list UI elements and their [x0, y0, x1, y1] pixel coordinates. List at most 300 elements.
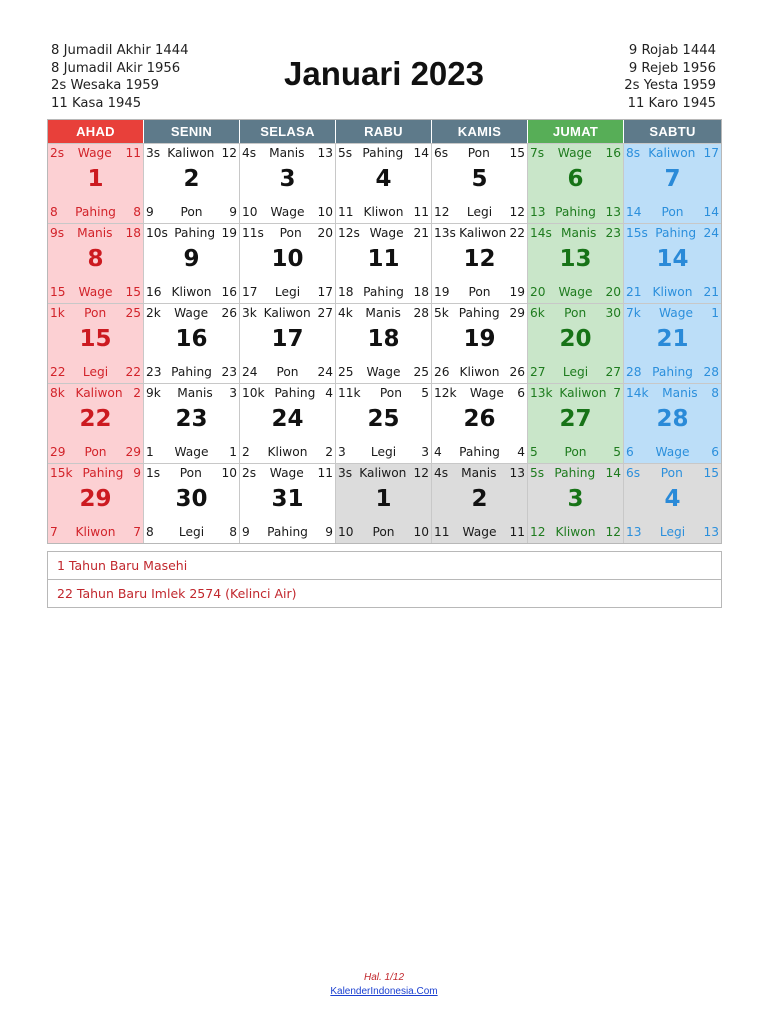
header-right-line: 9 Rejeb 1956: [628, 60, 716, 76]
pasaran: Pon: [179, 466, 202, 480]
hijri-javanese-top: [146, 386, 237, 401]
day-cell[interactable]: [48, 464, 144, 543]
gregorian-day-number: 28: [656, 406, 689, 432]
javanese-bottom: [434, 205, 525, 220]
javanese-day: 19: [434, 285, 450, 299]
pasaran-bottom: Pon: [661, 205, 684, 219]
gregorian-day-number: 8: [87, 246, 104, 272]
lunar-day: 11s: [242, 226, 264, 240]
javanese-day: 22: [50, 365, 66, 379]
pasaran: Wage: [269, 466, 304, 480]
jawa-day: 16: [221, 285, 237, 299]
javanese-day: 18: [338, 285, 354, 299]
lunar-day: 9s: [50, 226, 65, 240]
day-cell-next-month[interactable]: [624, 464, 721, 543]
gregorian-day-number: 22: [79, 406, 112, 432]
header-left-line: 11 Kasa 1945: [51, 95, 142, 111]
hijri-javanese-top: [626, 306, 719, 321]
hijri-javanese-top: [338, 306, 429, 321]
jawa-day: 6: [711, 445, 719, 459]
pasaran: Pon: [564, 306, 587, 320]
jawa-day: 12: [509, 205, 525, 219]
hijri-javanese-top: [50, 466, 141, 481]
day-cell[interactable]: [336, 304, 432, 383]
pasaran: Wage: [659, 306, 694, 320]
jawa-day: 10: [317, 205, 333, 219]
lunar-day: 8s: [626, 146, 641, 160]
gregorian-day-number: 27: [559, 406, 592, 432]
javanese-bottom: [530, 365, 621, 380]
lunar-day: 7k: [626, 306, 641, 320]
jawa-day: 3: [421, 445, 429, 459]
pasaran-bottom: Legi: [562, 365, 589, 379]
day-cell[interactable]: [336, 144, 432, 223]
lunar-day: 14s: [530, 226, 552, 240]
jawa-day: 25: [413, 365, 429, 379]
gregorian-day-number: 29: [79, 486, 112, 512]
hijri-day: 11: [317, 466, 333, 480]
jawa-day: 2: [325, 445, 333, 459]
lunar-day: 10s: [146, 226, 168, 240]
jawa-day: 8: [133, 205, 141, 219]
hijri-day: 19: [221, 226, 237, 240]
hijri-day: 15: [509, 146, 525, 160]
day-cell[interactable]: [48, 144, 144, 223]
hijri-javanese-top: [146, 306, 237, 321]
hijri-javanese-top: [242, 226, 333, 241]
day-cell-next-month[interactable]: [528, 464, 624, 543]
hijri-javanese-top: [146, 226, 237, 241]
pasaran-bottom: Wage: [270, 205, 305, 219]
javanese-bottom: [242, 205, 333, 220]
jawa-day: 1: [229, 445, 237, 459]
day-cell[interactable]: [336, 224, 432, 303]
javanese-day: 8: [146, 525, 154, 539]
pasaran-bottom: Legi: [178, 525, 205, 539]
jawa-day: 27: [605, 365, 621, 379]
lunar-day: 11k: [338, 386, 361, 400]
pasaran: Pahing: [174, 226, 216, 240]
weekday-header-selasa: SELASA: [240, 120, 336, 143]
javanese-bottom: [626, 205, 719, 220]
javanese-bottom: [530, 525, 621, 540]
javanese-bottom: [146, 525, 237, 540]
javanese-day: 8: [50, 205, 58, 219]
jawa-day: 4: [517, 445, 525, 459]
day-cell[interactable]: [144, 304, 240, 383]
javanese-bottom: [242, 525, 333, 540]
javanese-bottom: [50, 285, 141, 300]
javanese-bottom: [626, 525, 719, 540]
gregorian-day-number: 10: [271, 246, 304, 272]
header-left-line: 2s Wesaka 1959: [51, 78, 160, 94]
gregorian-day-number: 24: [271, 406, 304, 432]
pasaran: Pahing: [82, 466, 124, 480]
day-cell[interactable]: [240, 224, 336, 303]
javanese-bottom: [146, 365, 237, 380]
hijri-javanese-top: [530, 466, 621, 481]
pasaran-bottom: Legi: [82, 365, 109, 379]
lunar-day: 4s: [434, 466, 449, 480]
javanese-day: 13: [626, 525, 642, 539]
javanese-bottom: [434, 285, 525, 300]
pasaran: Pon: [379, 386, 402, 400]
javanese-day: 16: [146, 285, 162, 299]
lunar-day: 2s: [242, 466, 257, 480]
day-cell[interactable]: [48, 304, 144, 383]
hijri-day: 13: [509, 466, 525, 480]
day-cell[interactable]: [624, 384, 721, 463]
hijri-day: 12: [221, 146, 237, 160]
lunar-day: 5k: [434, 306, 449, 320]
javanese-bottom: [626, 285, 719, 300]
hijri-javanese-top: [434, 306, 525, 321]
gregorian-day-number: 6: [567, 166, 584, 192]
jawa-day: 10: [413, 525, 429, 539]
gregorian-day-number: 20: [559, 326, 592, 352]
pasaran: Kaliwon: [359, 466, 407, 480]
pasaran: Pahing: [458, 306, 500, 320]
header-right-line: 9 Rojab 1444: [628, 43, 716, 58]
day-cell-next-month[interactable]: [336, 464, 432, 543]
javanese-bottom: [146, 285, 237, 300]
day-cell[interactable]: [144, 384, 240, 463]
pasaran: Kaliwon: [459, 226, 507, 240]
day-cell[interactable]: [336, 384, 432, 463]
javanese-day: 21: [626, 285, 642, 299]
javanese-bottom: [530, 285, 621, 300]
hijri-day: 15: [703, 466, 719, 480]
day-cell[interactable]: [432, 304, 528, 383]
jawa-day: 18: [413, 285, 429, 299]
hijri-day: 5: [421, 386, 429, 400]
gregorian-day-number: 14: [656, 246, 689, 272]
hijri-javanese-top: [626, 386, 719, 401]
day-cell[interactable]: [528, 304, 624, 383]
javanese-day: 10: [338, 525, 354, 539]
pasaran: Manis: [365, 306, 401, 320]
hijri-javanese-top: [242, 466, 333, 481]
day-cell[interactable]: [240, 384, 336, 463]
javanese-day: 2: [242, 445, 250, 459]
pasaran-bottom: Pon: [276, 365, 299, 379]
pasaran-bottom: Kliwon: [652, 285, 693, 299]
hijri-day: 14: [413, 146, 429, 160]
day-cell[interactable]: [528, 384, 624, 463]
pasaran-bottom: Pon: [84, 445, 107, 459]
pasaran: Pahing: [362, 146, 404, 160]
hijri-javanese-top: [434, 386, 525, 401]
pasaran-bottom: Pahing: [267, 525, 308, 539]
hijri-day: 7: [613, 386, 621, 400]
javanese-bottom: [242, 285, 333, 300]
day-cell[interactable]: [48, 384, 144, 463]
hijri-javanese-top: [242, 386, 333, 401]
javanese-bottom: [338, 205, 429, 220]
lunar-day: 5s: [338, 146, 353, 160]
lunar-day: 6k: [530, 306, 545, 320]
lunar-day: 8k: [50, 386, 65, 400]
hijri-javanese-top: [530, 226, 621, 241]
hijri-day: 29: [509, 306, 525, 320]
pasaran: Pahing: [655, 226, 697, 240]
gregorian-day-number: 7: [664, 166, 681, 192]
gregorian-day-number: 9: [183, 246, 200, 272]
lunar-day: 3s: [146, 146, 161, 160]
lunar-day: 3k: [242, 306, 257, 320]
pasaran-bottom: Pon: [564, 445, 587, 459]
pasaran: Wage: [469, 386, 504, 400]
lunar-day: 6s: [434, 146, 449, 160]
hijri-javanese-top: [50, 146, 141, 161]
hijri-javanese-top: [50, 386, 141, 401]
javanese-day: 28: [626, 365, 642, 379]
javanese-bottom: [530, 445, 621, 460]
calendar-weeks: [48, 143, 721, 543]
jawa-day: 13: [605, 205, 621, 219]
javanese-day: 17: [242, 285, 258, 299]
header-right-line: 2s Yesta 1959: [624, 78, 716, 94]
holiday-notes: [47, 551, 722, 608]
pasaran-bottom: Wage: [78, 285, 113, 299]
header-right-dates: [624, 42, 716, 112]
day-cell[interactable]: [624, 304, 721, 383]
pasaran: Wage: [77, 146, 112, 160]
gregorian-day-number: 18: [367, 326, 400, 352]
jawa-day: 11: [509, 525, 525, 539]
jawa-day: 14: [703, 205, 719, 219]
pasaran-bottom: Legi: [659, 525, 686, 539]
weekday-header-rabu: RABU: [336, 120, 432, 143]
day-cell[interactable]: [624, 144, 721, 223]
pasaran-bottom: Kliwon: [363, 205, 404, 219]
jawa-day: 20: [605, 285, 621, 299]
javanese-bottom: [338, 365, 429, 380]
hijri-day: 13: [317, 146, 333, 160]
lunar-day: 1k: [50, 306, 65, 320]
lunar-day: 14k: [626, 386, 649, 400]
hijri-day: 10: [221, 466, 237, 480]
pasaran-bottom: Kliwon: [459, 365, 500, 379]
javanese-bottom: [146, 205, 237, 220]
pasaran: Pahing: [554, 466, 596, 480]
day-cell[interactable]: [48, 224, 144, 303]
weekday-header-jumat: JUMAT: [528, 120, 624, 143]
gregorian-day-number: 23: [175, 406, 208, 432]
hijri-javanese-top: [242, 306, 333, 321]
jawa-day: 22: [125, 365, 141, 379]
pasaran-bottom: Pahing: [363, 285, 404, 299]
day-cell[interactable]: [432, 224, 528, 303]
javanese-bottom: [626, 365, 719, 380]
gregorian-day-number: 3: [279, 166, 296, 192]
lunar-day: 6s: [626, 466, 641, 480]
lunar-day: 3s: [338, 466, 353, 480]
javanese-bottom: [50, 205, 141, 220]
pasaran-bottom: Legi: [274, 285, 301, 299]
lunar-day: 10k: [242, 386, 265, 400]
pasaran: Wage: [174, 306, 209, 320]
day-cell[interactable]: [240, 144, 336, 223]
jawa-day: 7: [133, 525, 141, 539]
javanese-bottom: [530, 205, 621, 220]
lunar-day: 9k: [146, 386, 161, 400]
gregorian-day-number: 4: [664, 486, 681, 512]
lunar-day: 7s: [530, 146, 545, 160]
pasaran: Manis: [461, 466, 497, 480]
hijri-javanese-top: [50, 226, 141, 241]
hijri-javanese-top: [434, 146, 525, 161]
weekday-header-row: [48, 120, 721, 143]
hijri-javanese-top: [146, 146, 237, 161]
gregorian-day-number: 1: [87, 166, 104, 192]
hijri-day: 21: [413, 226, 429, 240]
hijri-day: 24: [703, 226, 719, 240]
hijri-day: 2: [133, 386, 141, 400]
hijri-day: 28: [413, 306, 429, 320]
day-cell[interactable]: [528, 144, 624, 223]
gregorian-day-number: 16: [175, 326, 208, 352]
jawa-day: 23: [221, 365, 237, 379]
javanese-day: 1: [146, 445, 154, 459]
hijri-javanese-top: [338, 146, 429, 161]
pasaran: Kaliwon: [167, 146, 215, 160]
javanese-day: 10: [242, 205, 258, 219]
hijri-day: 8: [711, 386, 719, 400]
hijri-day: 14: [605, 466, 621, 480]
javanese-day: 12: [434, 205, 450, 219]
day-cell[interactable]: [528, 224, 624, 303]
hijri-day: 18: [125, 226, 141, 240]
pasaran: Manis: [560, 226, 597, 240]
javanese-bottom: [434, 365, 525, 380]
gregorian-day-number: 30: [175, 486, 208, 512]
pasaran-bottom: Kliwon: [267, 445, 308, 459]
holiday-note: 1 Tahun Baru Masehi: [57, 558, 188, 573]
calendar-grid: [47, 119, 722, 544]
hijri-day: 11: [125, 146, 141, 160]
hijri-day: 6: [517, 386, 525, 400]
pasaran-bottom: Pon: [468, 285, 491, 299]
jawa-day: 15: [125, 285, 141, 299]
pasaran: Manis: [269, 146, 305, 160]
jawa-day: 8: [229, 525, 237, 539]
day-cell[interactable]: [240, 304, 336, 383]
jawa-day: 17: [317, 285, 333, 299]
weekday-header-ahad: AHAD: [48, 120, 144, 143]
lunar-day: 4s: [242, 146, 257, 160]
hijri-day: 12: [413, 466, 429, 480]
weekday-header-senin: SENIN: [144, 120, 240, 143]
header-left-line: 8 Jumadil Akir 1956: [51, 60, 181, 76]
javanese-day: 7: [50, 525, 58, 539]
javanese-day: 26: [434, 365, 450, 379]
day-cell[interactable]: [432, 144, 528, 223]
hijri-day: 20: [317, 226, 333, 240]
website-link[interactable]: KalenderIndonesia.Com: [330, 986, 438, 997]
jawa-day: 9: [325, 525, 333, 539]
hijri-javanese-top: [626, 466, 719, 481]
pasaran: Pon: [660, 466, 683, 480]
day-cell[interactable]: [624, 224, 721, 303]
hijri-javanese-top: [530, 386, 621, 401]
pasaran: Kaliwon: [648, 146, 696, 160]
pasaran: Kaliwon: [75, 386, 123, 400]
javanese-day: 14: [626, 205, 642, 219]
lunar-day: 15k: [50, 466, 73, 480]
javanese-day: 9: [146, 205, 154, 219]
day-cell-next-month[interactable]: [432, 464, 528, 543]
javanese-day: 11: [338, 205, 354, 219]
hijri-javanese-top: [434, 466, 525, 481]
pasaran: Manis: [662, 386, 698, 400]
hijri-day: 25: [125, 306, 141, 320]
javanese-bottom: [338, 285, 429, 300]
jawa-day: 24: [317, 365, 333, 379]
pasaran-bottom: Wage: [558, 285, 593, 299]
javanese-day: 9: [242, 525, 250, 539]
hijri-day: 27: [317, 306, 333, 320]
pasaran-bottom: Pahing: [459, 445, 500, 459]
day-cell[interactable]: [144, 464, 240, 543]
hijri-day: 17: [703, 146, 719, 160]
hijri-day: 26: [221, 306, 237, 320]
pasaran: Kaliwon: [559, 386, 607, 400]
pasaran: Manis: [177, 386, 213, 400]
lunar-day: 13k: [530, 386, 553, 400]
pasaran: Pahing: [274, 386, 316, 400]
pasaran-bottom: Pahing: [555, 205, 596, 219]
weekday-header-kamis: KAMIS: [432, 120, 528, 143]
jawa-day: 28: [703, 365, 719, 379]
gregorian-day-number: 19: [463, 326, 496, 352]
hijri-day: 3: [229, 386, 237, 400]
pasaran-bottom: Pon: [180, 205, 203, 219]
javanese-bottom: [338, 525, 429, 540]
hijri-javanese-top: [530, 306, 621, 321]
lunar-day: 2s: [50, 146, 65, 160]
javanese-day: 24: [242, 365, 258, 379]
day-cell[interactable]: [240, 464, 336, 543]
javanese-day: 11: [434, 525, 450, 539]
hijri-javanese-top: [530, 146, 621, 161]
day-cell[interactable]: [432, 384, 528, 463]
pasaran: Pon: [279, 226, 302, 240]
pasaran-bottom: Wage: [655, 445, 690, 459]
gregorian-day-number: 31: [271, 486, 304, 512]
hijri-javanese-top: [338, 386, 429, 401]
gregorian-day-number: 1: [375, 486, 392, 512]
gregorian-day-number: 17: [271, 326, 304, 352]
hijri-javanese-top: [434, 226, 525, 241]
day-cell[interactable]: [144, 224, 240, 303]
lunar-day: 5s: [530, 466, 545, 480]
jawa-day: 11: [413, 205, 429, 219]
day-cell[interactable]: [144, 144, 240, 223]
gregorian-day-number: 11: [367, 246, 400, 272]
pasaran-bottom: Pahing: [652, 365, 693, 379]
gregorian-day-number: 5: [471, 166, 488, 192]
gregorian-day-number: 26: [463, 406, 496, 432]
gregorian-day-number: 12: [463, 246, 496, 272]
gregorian-day-number: 15: [79, 326, 112, 352]
week-row: [48, 223, 721, 303]
hijri-day: 23: [605, 226, 621, 240]
pasaran-bottom: Wage: [174, 445, 209, 459]
gregorian-day-number: 13: [559, 246, 592, 272]
javanese-bottom: [50, 445, 141, 460]
hijri-javanese-top: [50, 306, 141, 321]
